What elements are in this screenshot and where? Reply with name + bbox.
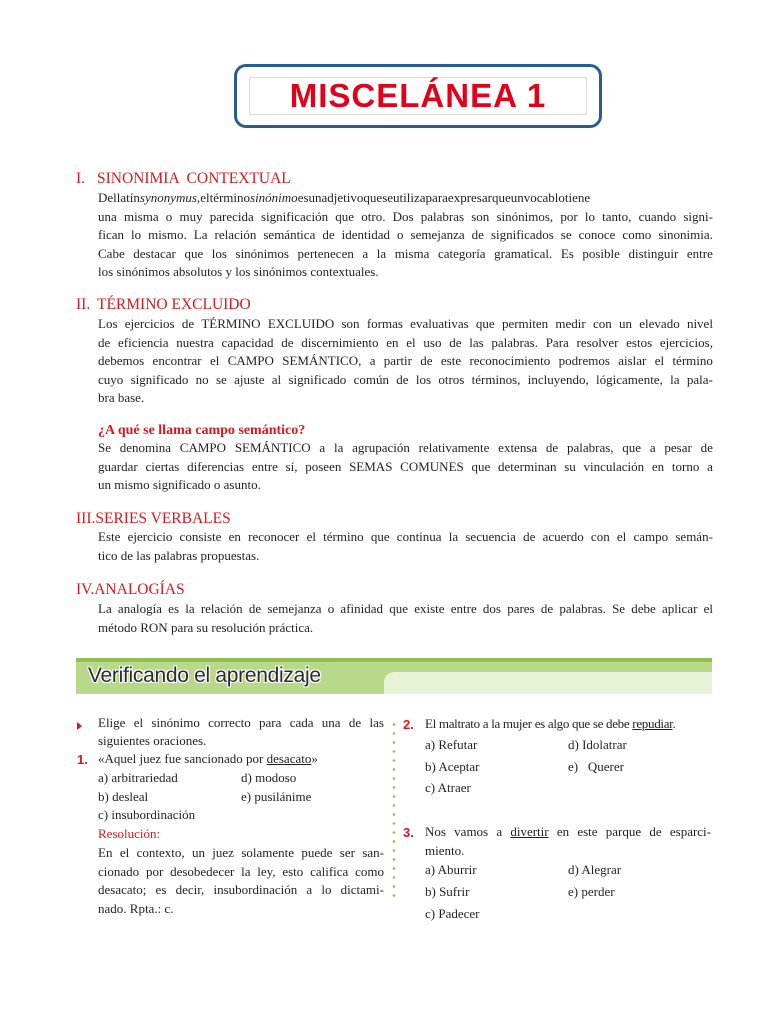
section-2-title: TÉRMINO EXCLUIDO: [97, 296, 251, 313]
section-1-line: una misma o muy parecida significación que otro. Dos palabras son sinónimos, por lo tanto, cuando signi-: [98, 208, 713, 224]
question-2-prompt: [425, 715, 675, 734]
section-2-subbody: [98, 439, 713, 495]
q3-option-e: e) perder: [568, 884, 615, 899]
section-2-subheading: ¿A qué se llama campo semántico?: [98, 423, 306, 438]
section-2-line: Los ejercicios de TÉRMINO EXCLUIDO son formas evaluativas que permiten medir con un elevado nivel: [98, 316, 713, 331]
section-2-line: de eficiencia nuestra capacidad de discernimiento en el uso de las palabras. Para resolver estos ejercicios,: [98, 334, 713, 350]
q1-option-b: b) desleal: [98, 789, 149, 804]
section-4-title: ANALOGÍAS: [94, 581, 185, 598]
section-1-title: SINONIMIA CONTEXTUAL: [97, 170, 291, 187]
section-banner: [76, 658, 712, 694]
section-2-subline: guardar ciertas diferencias entre sí, poseen SEMAS COMUNES que determinan su vinculación en torno a: [98, 458, 713, 474]
section-2-number: II.: [76, 296, 91, 313]
section-4-body: [98, 600, 713, 637]
section-2-subline: Se denomina CAMPO SEMÁNTICO a la agrupación relativamente extensa de palabras, que a pesar de: [98, 440, 713, 455]
section-1-line: fican lo mismo. La relación semántica de identidad o semejanza de significados se conoce como sinonimia.: [98, 227, 713, 242]
title-box: [234, 64, 602, 128]
section-3-line: Este ejercicio consiste en reconocer el término que continua la secuencia de acuerdo con el campo semán-: [98, 529, 713, 544]
question-1-text-end: »: [311, 751, 318, 766]
section-1-line: Dellatínsynonymus,eltérminosinónimoesunadjetivoqueseutilizaparaexpresarqueunvocablotiene: [98, 190, 591, 205]
q3-option-b: b) Sufrir: [425, 884, 470, 899]
section-1-heading: [76, 170, 291, 189]
q2-option-b: b) Aceptar: [425, 759, 480, 774]
resolution-line: En el contexto, un juez solamente puede ser san-: [98, 845, 384, 860]
resolution-label: Resolución:: [98, 826, 161, 841]
q3-option-c: c) Padecer: [425, 906, 480, 921]
q1-option-d: d) modoso: [241, 770, 297, 785]
resolution-line: cionado por desobedecer la ley, esto califica como: [98, 863, 384, 879]
q2-option-a: a) Refutar: [425, 737, 478, 752]
q1-option-e: e) pusilánime: [241, 789, 312, 804]
section-4-heading: [76, 581, 185, 600]
section-1-line: los sinónimos absolutos y los sinónimos contextuales.: [98, 264, 379, 279]
question-1-number: 1.: [77, 752, 88, 767]
resolution-line: nado. Rpta.: c.: [98, 900, 174, 916]
q1-option-c: c) insubordinación: [98, 807, 196, 822]
section-4-line: método RON para su resolución práctica.: [98, 619, 314, 635]
q2-option-e: e) Querer: [568, 759, 624, 774]
instruction-line: siguientes oraciones.: [98, 732, 207, 748]
question-2-target-word: repudiar: [632, 716, 673, 731]
section-3-heading: [76, 510, 231, 529]
section-3-number: III.: [76, 510, 96, 527]
section-2-line: debemos encontrar el CAMPO SEMÁNTICO, a partir de este reconocimiento podremos aislar el término: [98, 353, 713, 368]
question-1-target-word: desacato: [266, 751, 312, 766]
section-2-body: [98, 315, 713, 408]
bullet-arrow-icon: [77, 722, 82, 730]
question-2-text: El maltrato a la mujer es algo que se debe: [425, 716, 633, 731]
page-title: MISCELÁNEA 1: [289, 76, 547, 114]
q3-option-d: d) Alegrar: [568, 862, 622, 877]
question-3-number: 3.: [403, 825, 414, 840]
q3-option-a: a) Aburrir: [425, 862, 477, 877]
question-2-text-end: .: [672, 716, 676, 731]
q2-option-c: c) Atraer: [425, 780, 471, 795]
question-3-prompt: [425, 823, 711, 860]
resolution-line: desacato; es decir, insubordinación a lo dictami-: [98, 882, 384, 897]
section-1-body: [98, 189, 713, 282]
q2-option-d: d) Idolatrar: [568, 737, 627, 752]
question-3-line2: miento.: [425, 842, 465, 858]
section-3-body: [98, 528, 713, 565]
question-1-prompt: [98, 750, 318, 769]
resolution-text: [98, 844, 384, 918]
banner-title: Verificando el aprendizaje: [88, 664, 321, 687]
section-2-subline: un mismo significado o asunto.: [98, 477, 261, 492]
q1-option-a: a) arbitrariedad: [98, 770, 178, 785]
section-4-line: La analogía es la relación de semejanza o afinidad que existe entre dos pares de palabras. Se debe aplicar el: [98, 601, 713, 616]
question-1-text: «Aquel juez fue sancionado por: [98, 751, 267, 766]
instruction-line: Elige el sinónimo correcto para cada una de las: [98, 715, 384, 730]
section-4-number: IV.: [76, 581, 95, 598]
section-2-heading: [76, 296, 251, 315]
section-3-line: tico de las palabras propuestas.: [98, 547, 260, 563]
banner-right-panel: [384, 672, 712, 694]
section-3-title: SERIES VERBALES: [95, 510, 231, 527]
title-frame: [249, 77, 587, 115]
instruction: [98, 714, 384, 749]
section-2-line: cuyo significado no se ajuste al significado común de los otros términos, incluyendo, lógicamente, la pala-: [98, 371, 713, 387]
question-3-line: Nos vamos a divertir en este parque de esparci-: [425, 824, 711, 839]
section-1-number: I.: [76, 170, 86, 187]
section-1-line: Cabe destacar que los sinónimos pertenecen a la misma categoría gramatical. Es posible distinguir entre: [98, 245, 713, 261]
column-divider: [392, 720, 396, 900]
section-2-line: bra base.: [98, 390, 145, 405]
question-2-number: 2.: [403, 717, 414, 732]
